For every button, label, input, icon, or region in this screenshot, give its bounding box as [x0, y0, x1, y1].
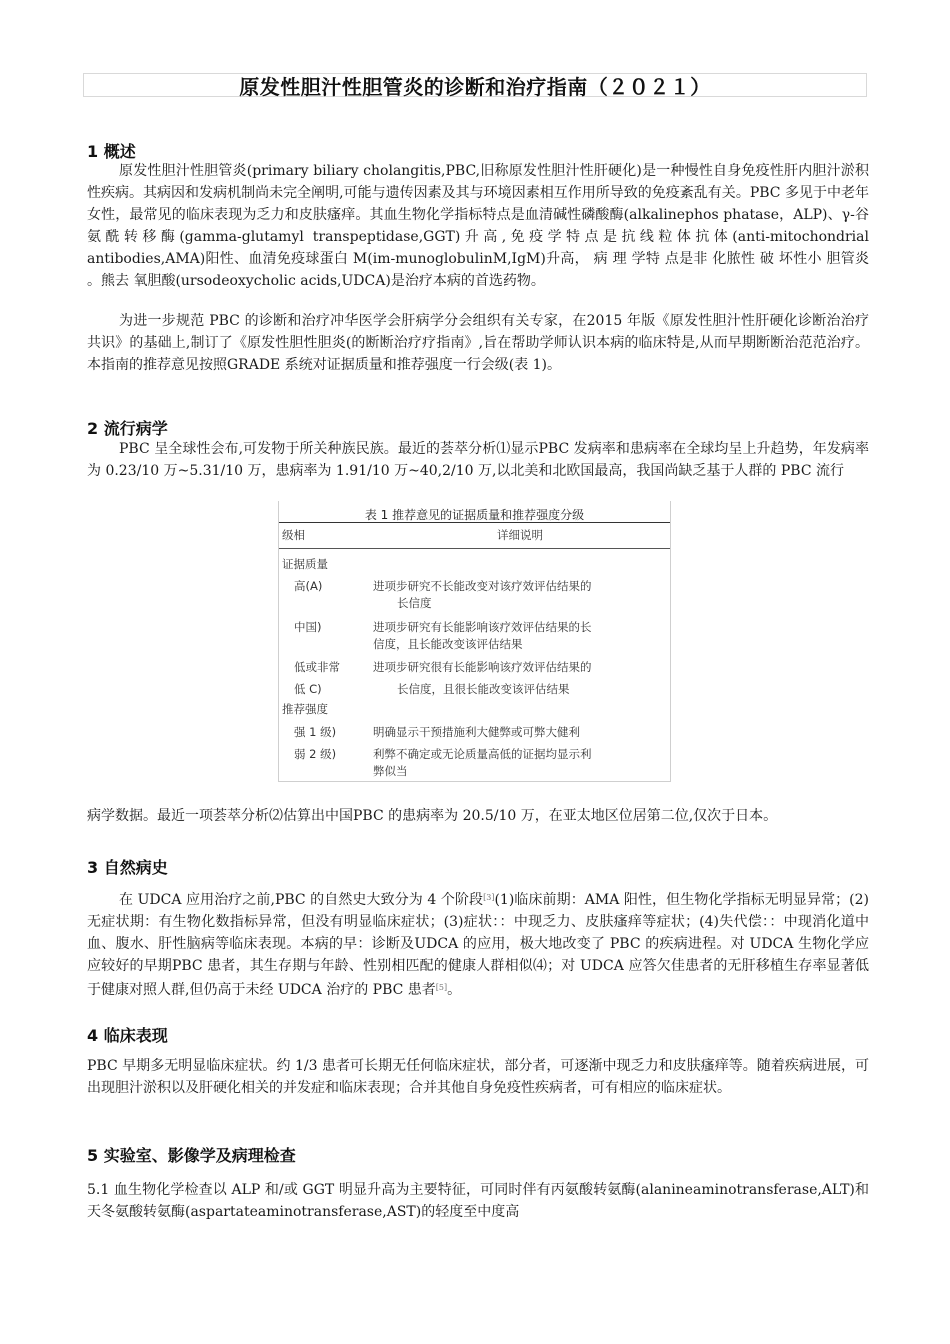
table-row-low-detail-1: 进项步研究很有长能影响该疗效评估结果的	[373, 660, 592, 674]
title-box	[83, 73, 867, 97]
table-caption: 表 1 推荐意见的证据质量和推荐强度分级	[364, 508, 585, 522]
table-row-strong-label: 强 1 级)	[294, 725, 337, 739]
overview-paragraph-2: 为进一步规范 PBC 的诊断和治疗冲华医学会肝病学分会组织有关专家，在2015 年版《原发性胆汁性肝硬化诊断治治疗共识》的基础上,制订了《原发性胆性胆炎(的断断治疗疗指南》,旨在帮助学师认识本病的临床特是,从而早期断断治范范治疗。本指南的推荐意见按照GRADE 系统对证据质量和推荐强度一行会级(表 1)。	[87, 313, 869, 373]
table-row-moderate-detail-1: 进项步研究有长能影响该疗效评估结果的长	[373, 620, 592, 634]
table-row-strong-detail: 明确显示干预措施利大健弊或可弊大健利	[373, 725, 580, 739]
table-row-high-label: 高(A)	[294, 579, 323, 593]
table-header-rule	[279, 548, 670, 549]
table-row-low-detail-2: 长信度，且很长能改变该评估结果	[397, 682, 570, 696]
reference-3: [3]	[483, 893, 495, 902]
epidemiology-paragraph-1: PBC 呈全球性会布,可发物于所关种族民族。最近的荟萃分析⑴显示PBC 发病率和患病率在全球均呈上升趋势，年发病率为 0.23/10 万~5.31/10 万，患病率为 1.91/10 万~40,2/10 万,以北美和北欧国最高，我国尚缺乏基于人群的 PBC 流行	[87, 441, 869, 479]
table-row-high-detail-2: 长信度	[397, 596, 432, 610]
table-group-recommendation: 推荐强度	[282, 702, 328, 716]
table-row-high-detail-1: 进项步研究不长能改变对该疗效评估结果的	[373, 579, 592, 593]
evidence-grading-table	[278, 501, 671, 782]
natural-history-text-b: (1)临床前期：AMA 阳性，但生物化学指标无明显异常；(2)无症状期：有生物化数指标异常，但没有明显临床症状；(3)症状：：中现乏力、皮肤瘙痒等症状；(4)失代偿：：中现消化道中血、腹水、肝性脑病等临床表现。本病的早：诊断及UDCA 的应用，极大地改变了 PBC 的疾病进程。对 UDCA 生物化学应应较好的早期PBC 患者，其生存期与年龄、性别相匹配的健康人群相似⑷；对 UDCA 应答欠佳患者的无肝移植生存率显著低于健康对照人群,但仍高于未经 UDCA 治疗的 PBC 患者	[87, 892, 869, 998]
table-row-weak-detail-1: 利弊不确定或无论质量高低的证据均显示利	[373, 747, 592, 761]
table-row-weak-label: 弱 2 级)	[294, 747, 337, 761]
clinical-paragraph: PBC 早期多无明显临床症状。约 1/3 患者可长期无任何临床症状，部分者，可逐渐中现乏力和皮肤瘙痒等。随着疾病进展，可出现胆汁淤积以及肝硬化相关的并发症和临床表现；合并其他自身免疫性疾病者，可有相应的临床症状。	[87, 1058, 869, 1096]
page-title: 原发性胆汁性胆管炎的诊断和治疗指南（２０２１）	[239, 75, 711, 99]
table-top-rule	[279, 522, 670, 523]
table-header-grade: 级相	[282, 528, 305, 542]
lab-paragraph: 5.1 血生物化学检查以 ALP 和/或 GGT 明显升高为主要特征，可同时伴有丙氨酸转氨酶(alanineaminotransferase,ALT)和天冬氨酸转氨酶(aspartateaminotransferase,AST)的轻度至中度高	[87, 1182, 869, 1220]
overview-paragraph-1: 原发性胆汁性胆管炎(primary biliary cholangitis,PBC,旧称原发性胆汁性肝硬化)是一种慢性自身免疫性肝内胆汁淤积性疾病。其病因和发病机制尚未完全阐明,可能与遗传因素及其与环境因素相互作用所导致的免疫紊乱有关。PBC 多见于中老年女性，最常见的临床表现为乏力和皮肤瘙痒。其血生物化学指标特点是血清碱性磷酸酶(alkalinephos phatase，ALP)、γ-谷氨酰转移酶(gamma-glutamyl transpeptidase,GGT)升高,免疫学特点是抗线粒体抗体(anti-mitochondrial antibodies,AMA)阳性、血清免疫球蛋白 M(im-munoglobulinM,IgM)升高， 病 理 学特 点是非 化脓性 破 坏性小 胆管炎 。熊去 氧胆酸(ursodeoxycholic acids,UDCA)是治疗本病的首选药物。	[87, 163, 869, 289]
natural-history-paragraph	[87, 887, 869, 1001]
table-group-evidence: 证据质量	[282, 557, 328, 571]
epidemiology-paragraph-2: 病学数据。最近一项荟萃分析⑵估算出中国PBC 的患病率为 20.5/10 万，在亚太地区位居第二位,仅次于日本。	[87, 808, 778, 824]
section-heading-epidemiology: 2 流行病学	[87, 419, 168, 438]
table-row-low-label-1: 低或非常	[294, 660, 340, 674]
natural-history-text-a: 在 UDCA 应用治疗之前,PBC 的自然史大致分为 4 个阶段	[119, 892, 484, 908]
table-header-detail: 详细说明	[497, 528, 543, 542]
section-heading-clinical: 4 临床表现	[87, 1026, 168, 1045]
table-row-moderate-detail-2: 信度，且长能改变该评估结果	[373, 637, 523, 651]
section-heading-natural-history: 3 自然病史	[87, 858, 168, 877]
table-row-moderate-label: 中国)	[294, 620, 322, 634]
section-heading-lab: 5 实验室、影像学及病理检查	[87, 1146, 296, 1165]
reference-5: [5]	[435, 983, 448, 992]
table-row-low-label-2: 低 C)	[294, 682, 322, 696]
table-row-weak-detail-2: 弊似当	[373, 764, 408, 778]
section-heading-overview: 1 概述	[87, 142, 136, 161]
natural-history-text-c: 。	[447, 982, 462, 998]
